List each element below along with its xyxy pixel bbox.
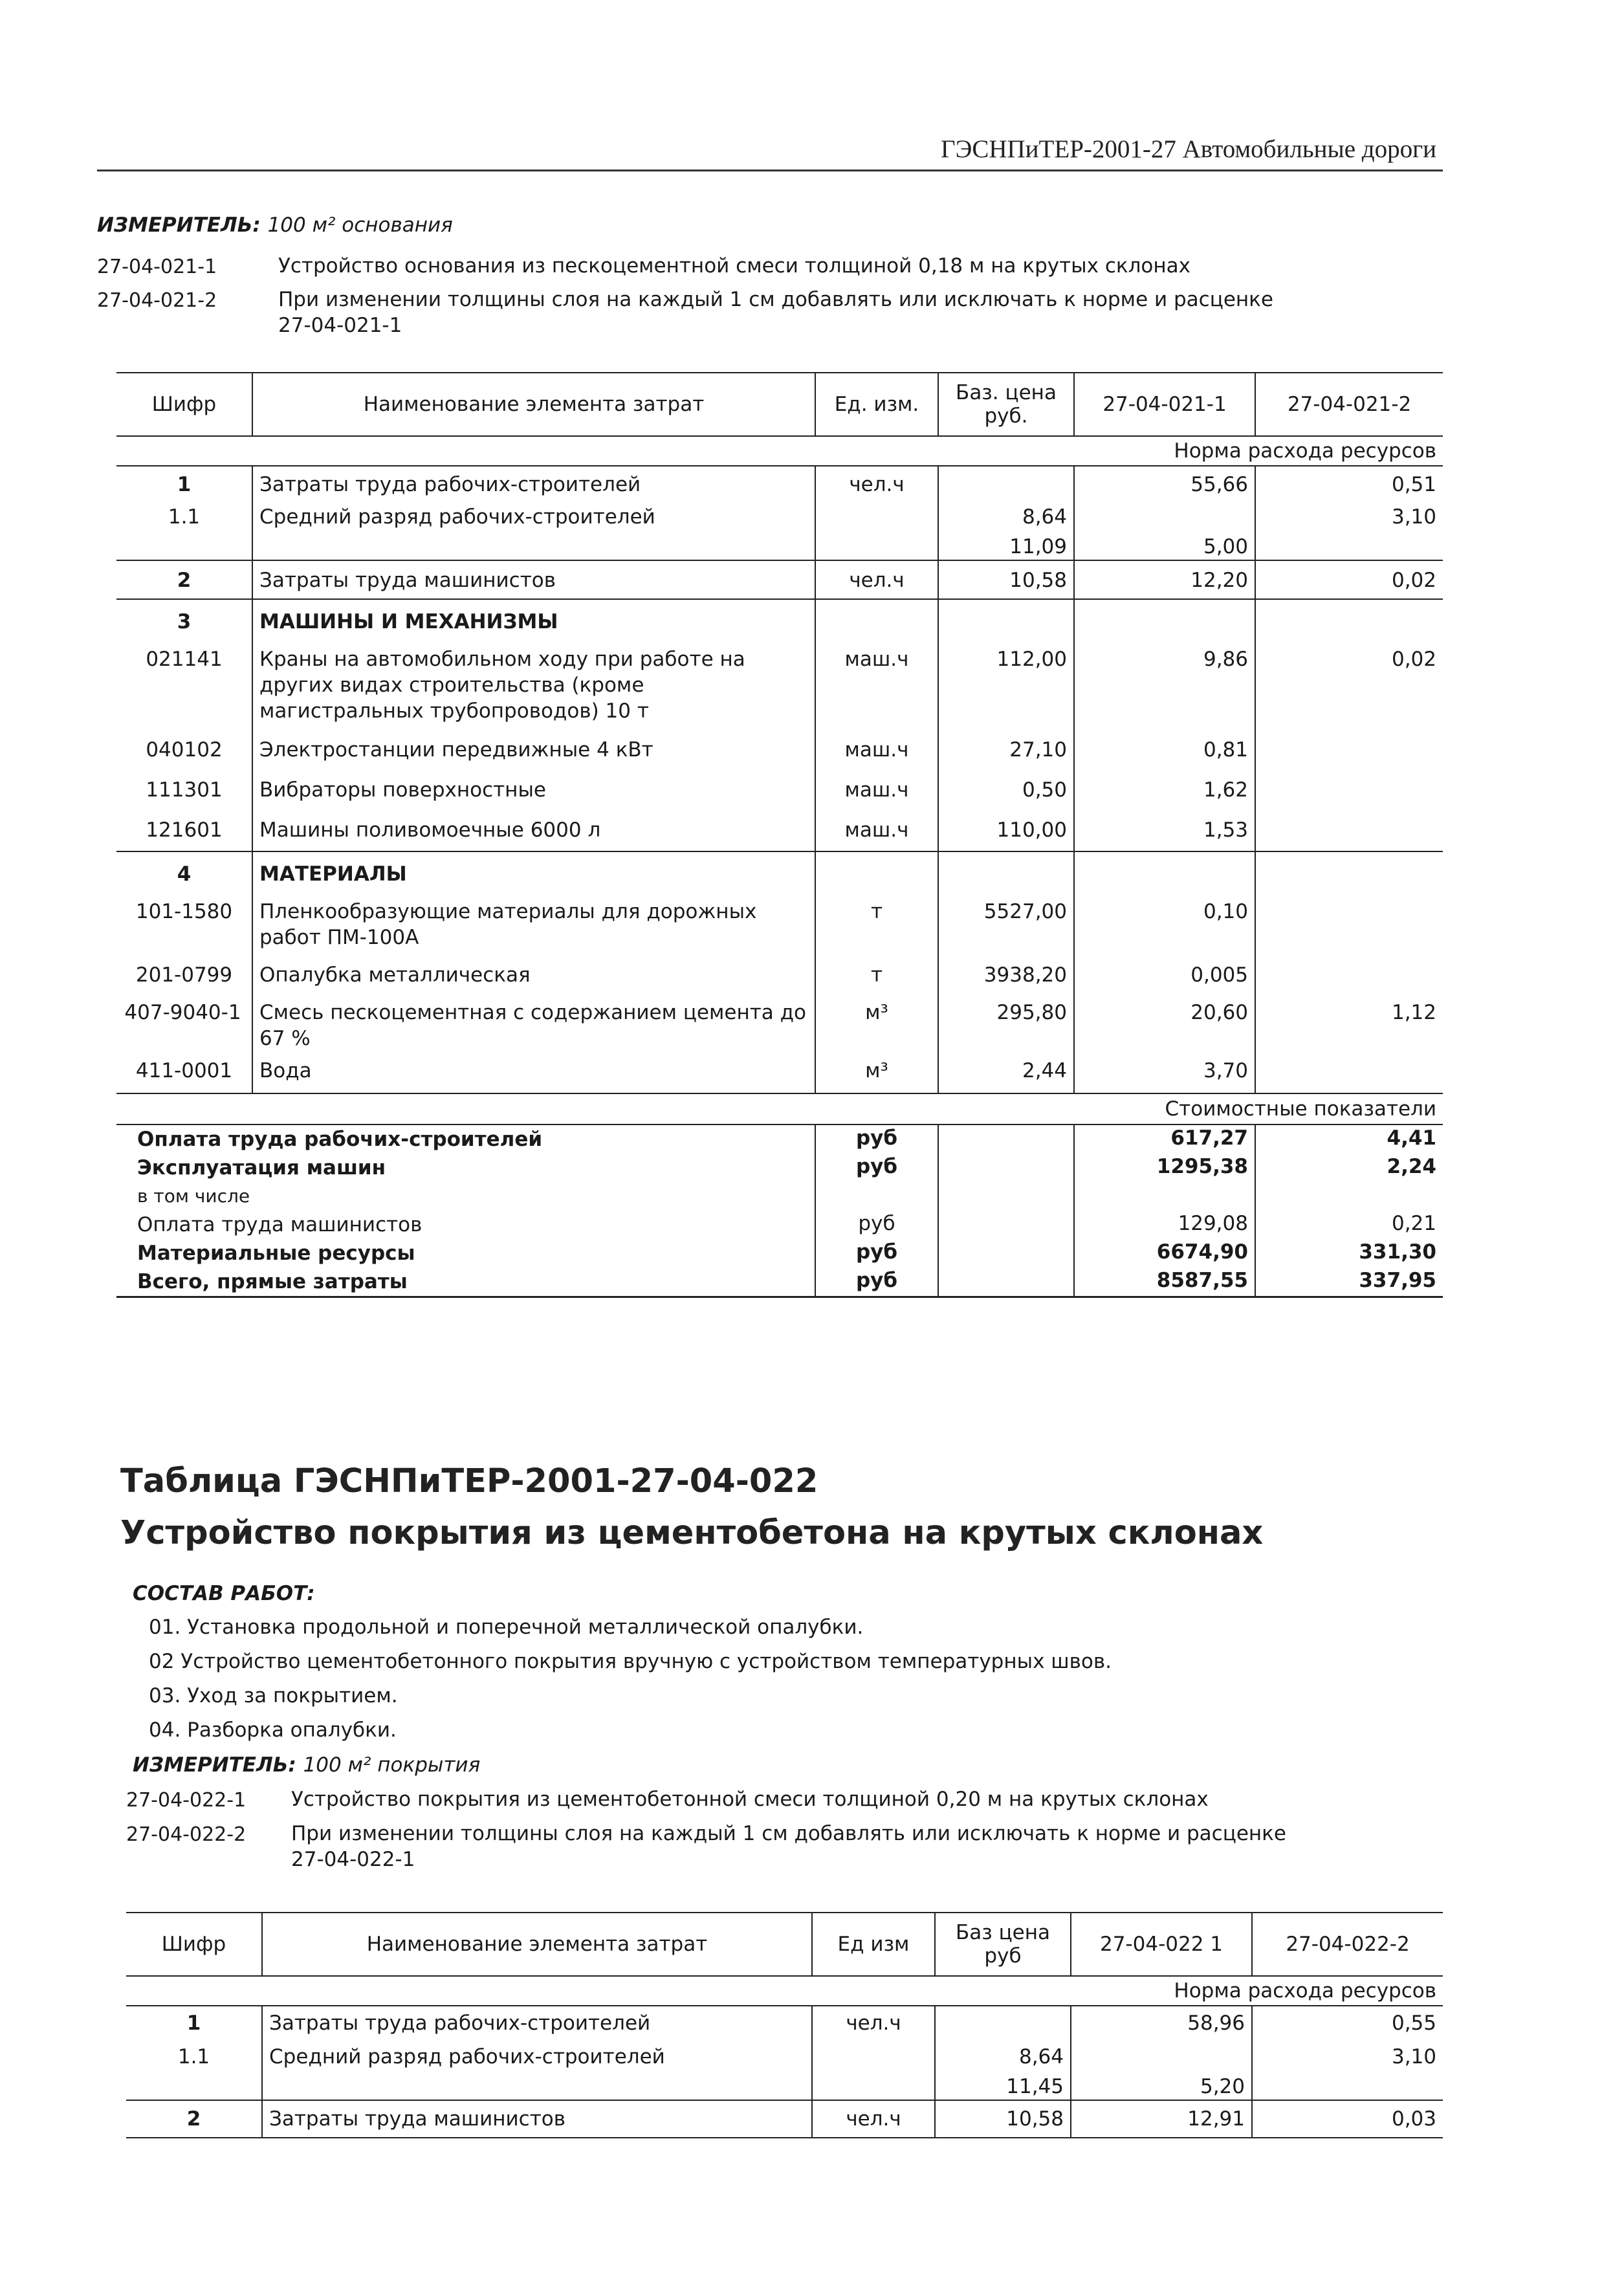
norms-table-022 [126, 1912, 1443, 2138]
row-price: 8,64 [938, 498, 1074, 530]
row-price [938, 466, 1074, 498]
table-row [116, 599, 1443, 635]
col-header: Ед изм [812, 1913, 935, 1976]
row-value-2: 0,55 [1252, 2006, 1443, 2036]
cost-unit: руб [815, 1239, 938, 1267]
row-price: 3938,20 [938, 950, 1074, 988]
row-value-2: 1,12 [1255, 988, 1443, 1051]
cost-row [116, 1211, 1443, 1239]
norm-label: Норма расхода ресурсов [126, 1976, 1443, 2006]
row-price: 8,64 [935, 2036, 1071, 2070]
table-subtitle: Устройство покрытия из цементобетона на крутых склонах [120, 1514, 1264, 1552]
col-header: 27-04-021-2 [1255, 373, 1443, 436]
col-header: Наименование элемента затрат [252, 373, 815, 436]
item-text: Устройство основания из пескоцементной смеси толщиной 0,18 м на крутых склонах [278, 254, 1191, 278]
cost-value-1: 129,08 [1074, 1211, 1255, 1239]
row-value-2 [1255, 1051, 1443, 1093]
item-text-continued: 27-04-021-1 [278, 314, 402, 337]
row-unit: м³ [815, 988, 938, 1051]
measure-line-2 [133, 1753, 480, 1777]
cost-value-1: 6674,90 [1074, 1239, 1255, 1267]
row-price: 11,09 [938, 530, 1074, 560]
row-value-2 [1255, 763, 1443, 803]
row-price: 112,00 [938, 635, 1074, 724]
cost-unit: руб [815, 1211, 938, 1239]
row-value-1: 1,62 [1074, 763, 1255, 803]
row-value-1: 12,91 [1071, 2100, 1252, 2138]
cost-empty [938, 1182, 1074, 1211]
cost-row [116, 1182, 1443, 1211]
measure-line-1 [97, 214, 453, 237]
row-code: 411-0001 [135, 1059, 233, 1082]
table-row [116, 1051, 1443, 1093]
row-unit: т [815, 950, 938, 988]
row-name: Смесь пескоцементная с содержанием цемента до 67 % [252, 988, 815, 1051]
row-unit: чел.ч [815, 466, 938, 498]
row-value-1 [1074, 498, 1255, 530]
row-unit [812, 2070, 935, 2100]
row-unit: маш.ч [815, 635, 938, 724]
row-name: Электростанции передвижные 4 кВт [252, 724, 815, 763]
measure-value: 100 м² покрытия [303, 1753, 481, 1777]
table-row [116, 803, 1443, 851]
cost-value-1: 617,27 [1074, 1125, 1255, 1154]
row-code: 1 [177, 473, 192, 496]
row-price: 10,58 [938, 560, 1074, 599]
cost-unit: руб [815, 1154, 938, 1182]
item-text: При изменении толщины слоя на каждый 1 см добавлять или исключать к норме и расценке [278, 288, 1273, 311]
row-name: Затраты труда рабочих-строителей [262, 2006, 812, 2036]
row-code: 407-9040-1 [124, 1001, 241, 1024]
row-value-1: 5,00 [1074, 530, 1255, 560]
row-code: 1.1 [177, 2045, 210, 2068]
row-name [252, 530, 815, 560]
row-unit: маш.ч [815, 803, 938, 851]
table-row [116, 851, 1443, 887]
cost-value-2: 331,30 [1255, 1239, 1443, 1267]
row-unit [812, 2036, 935, 2070]
row-unit: чел.ч [815, 560, 938, 599]
row-name: Опалубка металлическая [252, 950, 815, 988]
row-unit: маш.ч [815, 763, 938, 803]
col-header: Ед. изм. [815, 373, 938, 436]
col-header: 27-04-022-2 [1252, 1913, 1443, 1976]
cost-name: Эксплуатация машин [137, 1156, 386, 1179]
measure-value: 100 м² основания [267, 214, 453, 237]
row-name: Затраты труда машинистов [252, 560, 815, 599]
table-header-row [116, 373, 1443, 436]
row-price [938, 851, 1074, 887]
col-header: 27-04-022 1 [1071, 1913, 1252, 1976]
works-label: СОСТАВ РАБОТ: [133, 1582, 315, 1605]
row-value-2 [1255, 851, 1443, 887]
cost-value-2: 2,24 [1255, 1154, 1443, 1182]
cost-empty [938, 1267, 1074, 1297]
norm-label-row [116, 436, 1443, 466]
row-name: Пленкообразующие материалы для дорожных работ ПМ-100А [252, 887, 815, 950]
work-item: 04. Разборка опалубки. [149, 1718, 397, 1742]
item-text: Устройство покрытия из цементобетонной смеси толщиной 0,20 м на крутых склонах [291, 1788, 1209, 1811]
row-code: 021141 [146, 648, 223, 671]
row-value-1 [1071, 2036, 1252, 2070]
item-code: 27-04-022-2 [126, 1823, 247, 1846]
row-code: 2 [186, 2107, 201, 2131]
row-value-1: 0,005 [1074, 950, 1255, 988]
cost-value-2: 337,95 [1255, 1267, 1443, 1297]
row-unit: чел.ч [812, 2100, 935, 2138]
table-title: Таблица ГЭСНПиТЕР-2001-27-04-022 [120, 1462, 818, 1500]
row-price: 295,80 [938, 988, 1074, 1051]
cost-name: в том числе [137, 1185, 250, 1207]
row-code: 201-0799 [135, 963, 233, 987]
row-price: 27,10 [938, 724, 1074, 763]
row-value-2 [1255, 599, 1443, 635]
row-unit: маш.ч [815, 724, 938, 763]
table-row [116, 763, 1443, 803]
measure-label: ИЗМЕРИТЕЛЬ: [133, 1753, 296, 1777]
header-rule [97, 170, 1443, 171]
row-value-1: 3,70 [1074, 1051, 1255, 1093]
cost-label: Стоимостные показатели [116, 1093, 1443, 1125]
cost-row [116, 1239, 1443, 1267]
row-unit [815, 530, 938, 560]
row-price: 0,50 [938, 763, 1074, 803]
cost-value-1: 8587,55 [1074, 1267, 1255, 1297]
table-row [116, 530, 1443, 560]
cost-empty [938, 1211, 1074, 1239]
table-row [126, 2036, 1443, 2070]
running-header: ГЭСНПиТЕР-2001-27 Автомобильные дороги [941, 135, 1436, 163]
row-price: 5527,00 [938, 887, 1074, 950]
table-row [116, 560, 1443, 599]
measure-label: ИЗМЕРИТЕЛЬ: [97, 214, 261, 237]
cost-unit [815, 1182, 938, 1211]
cost-name: Оплата труда машинистов [137, 1213, 422, 1236]
col-header: Шифр [126, 1913, 262, 1976]
work-item: 03. Уход за покрытием. [149, 1684, 398, 1707]
row-code: 2 [177, 569, 192, 592]
table-row [126, 2006, 1443, 2036]
row-price: 11,45 [935, 2070, 1071, 2100]
row-value-1: 1,53 [1074, 803, 1255, 851]
cost-value-2: 0,21 [1255, 1211, 1443, 1239]
row-value-2 [1255, 950, 1443, 988]
row-price [938, 599, 1074, 635]
cost-row [116, 1154, 1443, 1182]
row-name: Машины поливомоечные 6000 л [252, 803, 815, 851]
table-row [116, 498, 1443, 530]
cost-value-2: 4,41 [1255, 1125, 1443, 1154]
cost-unit: руб [815, 1125, 938, 1154]
row-unit [815, 851, 938, 887]
row-value-1: 12,20 [1074, 560, 1255, 599]
row-price [935, 2006, 1071, 2036]
row-code: 121601 [146, 818, 223, 842]
row-value-1: 0,81 [1074, 724, 1255, 763]
row-value-2: 3,10 [1252, 2036, 1443, 2070]
row-price: 110,00 [938, 803, 1074, 851]
row-name: Средний разряд рабочих-строителей [262, 2036, 812, 2070]
item-code: 27-04-022-1 [126, 1789, 247, 1812]
row-name [262, 2070, 812, 2100]
table-header-row [126, 1913, 1443, 1976]
row-name: Вода [252, 1051, 815, 1093]
work-item: 01. Установка продольной и поперечной металлической опалубки. [149, 1616, 864, 1639]
table-row [116, 887, 1443, 950]
row-code: 111301 [146, 778, 223, 802]
row-value-1: 5,20 [1071, 2070, 1252, 2100]
table-row [126, 2100, 1443, 2138]
norm-label: Норма расхода ресурсов [116, 436, 1443, 466]
row-value-2: 0,51 [1255, 466, 1443, 498]
row-unit: м³ [815, 1051, 938, 1093]
row-code: 3 [177, 610, 192, 633]
row-value-2 [1255, 530, 1443, 560]
row-name: Затраты труда рабочих-строителей [252, 466, 815, 498]
row-code: 1.1 [168, 505, 201, 529]
cost-label-row [116, 1093, 1443, 1125]
item-code: 27-04-021-2 [97, 289, 217, 312]
row-value-2: 3,10 [1255, 498, 1443, 530]
row-value-2 [1255, 887, 1443, 950]
norms-table-021 [116, 372, 1443, 1298]
item-code: 27-04-021-1 [97, 256, 217, 278]
cost-value-1: 1295,38 [1074, 1154, 1255, 1182]
col-header: 27-04-021-1 [1074, 373, 1255, 436]
col-header: Наименование элемента затрат [262, 1913, 812, 1976]
cost-value-1 [1074, 1182, 1255, 1211]
row-code: 040102 [146, 738, 223, 762]
item-text: При изменении толщины слоя на каждый 1 см добавлять или исключать к норме и расценке [291, 1822, 1286, 1845]
row-value-1: 0,10 [1074, 887, 1255, 950]
row-value-2: 0,03 [1252, 2100, 1443, 2138]
table-row [116, 988, 1443, 1051]
cost-empty [938, 1154, 1074, 1182]
row-unit [815, 498, 938, 530]
row-name: Средний разряд рабочих-строителей [252, 498, 815, 530]
cost-name: Оплата труда рабочих-строителей [137, 1128, 543, 1151]
row-value-2: 0,02 [1255, 635, 1443, 724]
row-name: МАТЕРИАЛЫ [252, 851, 815, 887]
row-code [126, 2070, 262, 2100]
cost-unit: руб [815, 1267, 938, 1297]
table-row [116, 466, 1443, 498]
row-code: 101-1580 [135, 900, 233, 923]
table-row [116, 635, 1443, 724]
col-header: Баз цена руб [935, 1913, 1071, 1976]
table-row [116, 724, 1443, 763]
col-header: Шифр [116, 373, 252, 436]
norm-label-row [126, 1976, 1443, 2006]
table-row [126, 2070, 1443, 2100]
table-row [116, 950, 1443, 988]
row-name: Краны на автомобильном ходу при работе на других видах строительства (кроме магистральных трубопроводов) 10 т [252, 635, 815, 724]
row-value-1: 55,66 [1074, 466, 1255, 498]
cost-empty [938, 1239, 1074, 1267]
row-value-1: 20,60 [1074, 988, 1255, 1051]
cost-name: Материальные ресурсы [137, 1242, 415, 1265]
row-code [116, 530, 252, 560]
row-name: Затраты труда машинистов [262, 2100, 812, 2138]
row-value-2 [1255, 803, 1443, 851]
cost-empty [938, 1125, 1074, 1154]
row-unit [815, 599, 938, 635]
item-text-continued: 27-04-022-1 [291, 1848, 415, 1871]
col-header: Баз. цена руб. [938, 373, 1074, 436]
row-code: 4 [177, 862, 192, 886]
row-value-1: 9,86 [1074, 635, 1255, 724]
row-value-2 [1255, 724, 1443, 763]
row-value-1 [1074, 851, 1255, 887]
row-price: 10,58 [935, 2100, 1071, 2138]
row-name: МАШИНЫ И МЕХАНИЗМЫ [252, 599, 815, 635]
cost-value-2 [1255, 1182, 1443, 1211]
cost-row [116, 1267, 1443, 1297]
row-value-1: 58,96 [1071, 2006, 1252, 2036]
row-unit: т [815, 887, 938, 950]
row-value-2: 0,02 [1255, 560, 1443, 599]
cost-name: Всего, прямые затраты [137, 1270, 408, 1293]
row-price: 2,44 [938, 1051, 1074, 1093]
row-unit: чел.ч [812, 2006, 935, 2036]
row-value-2 [1252, 2070, 1443, 2100]
row-code: 1 [186, 2012, 201, 2035]
row-name: Вибраторы поверхностные [252, 763, 815, 803]
work-item: 02 Устройство цементобетонного покрытия вручную с устройством температурных швов. [149, 1650, 1112, 1673]
cost-row [116, 1125, 1443, 1154]
row-value-1 [1074, 599, 1255, 635]
